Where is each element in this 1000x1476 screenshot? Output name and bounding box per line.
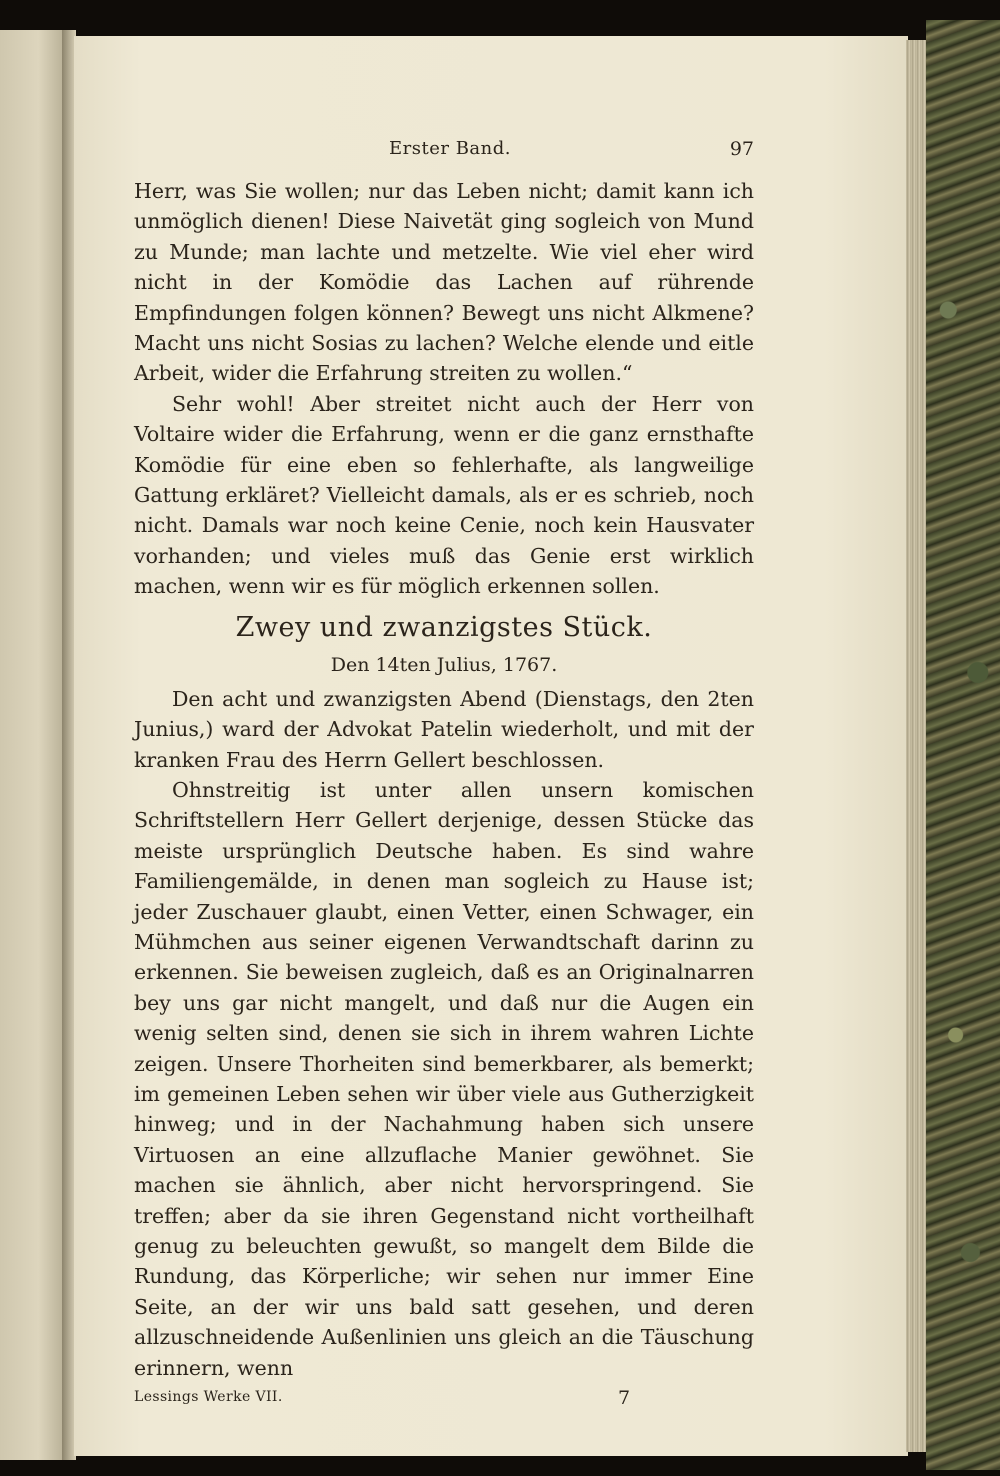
running-head: Erster Band. xyxy=(389,138,511,159)
signature-number: 7 xyxy=(618,1387,631,1410)
page-edges xyxy=(906,40,928,1452)
paragraph: Herr, was Sie wollen; nur das Leben nicht; damit kann ich unmöglich dienen! Diese Naivetät ging sogleich von Mund zu Munde; man lachte und metzelte. Wie viel eher wird nicht in der Komödie das Lachen auf rührende Empfindungen folgen können? Bewegt uns nicht Alkmene? Macht uns nicht Sosias zu lachen? Welche elende und eitle Arbeit, wider die Erfahrung streiten zu wollen.“ xyxy=(134,179,754,386)
paragraph: Den acht und zwanzigsten Abend (Dienstags, den 2ten Junius,) ward der Advokat Patelin wiederholt, und mit der kranken Frau des Herrn Gellert beschlossen. xyxy=(134,686,754,772)
page-number: 97 xyxy=(729,138,754,160)
left-page-edge xyxy=(0,30,64,1460)
section-title: Zwey und zwanzigstes Stück. xyxy=(235,611,653,643)
printer-signature: Lessings Werke VII. xyxy=(134,1389,283,1406)
page-footer xyxy=(134,1387,754,1417)
paragraph: Ohnstreitig ist unter allen unsern komischen Schriftstellern Herr Gellert derjenige, dessen Stücke das meiste ursprünglich Deutsche haben. Es sind wahre Familiengemälde, in denen man sogleich zu Hause ist; jeder Zuschauer glaubt, einen Vetter, einen Schwager, ein Mühmchen aus seiner eigenen Verwandtschaft darinn zu erkennen. Sie beweisen zugleich, daß es an Originalnarren bey uns gar nicht mangelt, und daß nur die Augen ein wenig selten sind, denen sie sich in ihrem wahren Lichte zeigen. Unsere Thorheiten sind bemerkbarer, als bemerkt; im gemeinen Leben sehen wir über viele aus Gutherzigkeit hinweg; und in der Nachahmung haben sich unsere Virtuosen an eine allzuflache Manier gewöhnet. Sie machen sie ähnlich, aber nicht hervorspringend. Sie treffen; aber da sie ihren Gegenstand nicht vortheilhaft genug zu beleuchten gewußt, so mangelt dem Bilde die Rundung, das Körperliche; wir sehen nur immer Eine Seite, an der wir uns bald satt gesehen, und deren allzuschneidende Außenlinien uns gleich an die Täuschung erinnern, wenn xyxy=(134,777,754,1380)
marbled-cover xyxy=(926,20,1000,1470)
page-header xyxy=(134,138,754,176)
text-block xyxy=(134,138,754,1417)
section-date: Den 14ten Julius, 1767. xyxy=(330,653,558,676)
paragraph: Sehr wohl! Aber streitet nicht auch der Herr von Voltaire wider die Erfahrung, wenn er die ganz ernsthafte Komödie für eine eben so fehlerhafte, als langweilige Gattung erkläret? Vielleicht damals, als er es schrieb, noch nicht. Damals war noch keine Cenie, noch kein Hausvater vorhanden; und vieles muß das Genie erst wirklich machen, wenn wir es für möglich erkennen sollen. xyxy=(134,391,754,599)
